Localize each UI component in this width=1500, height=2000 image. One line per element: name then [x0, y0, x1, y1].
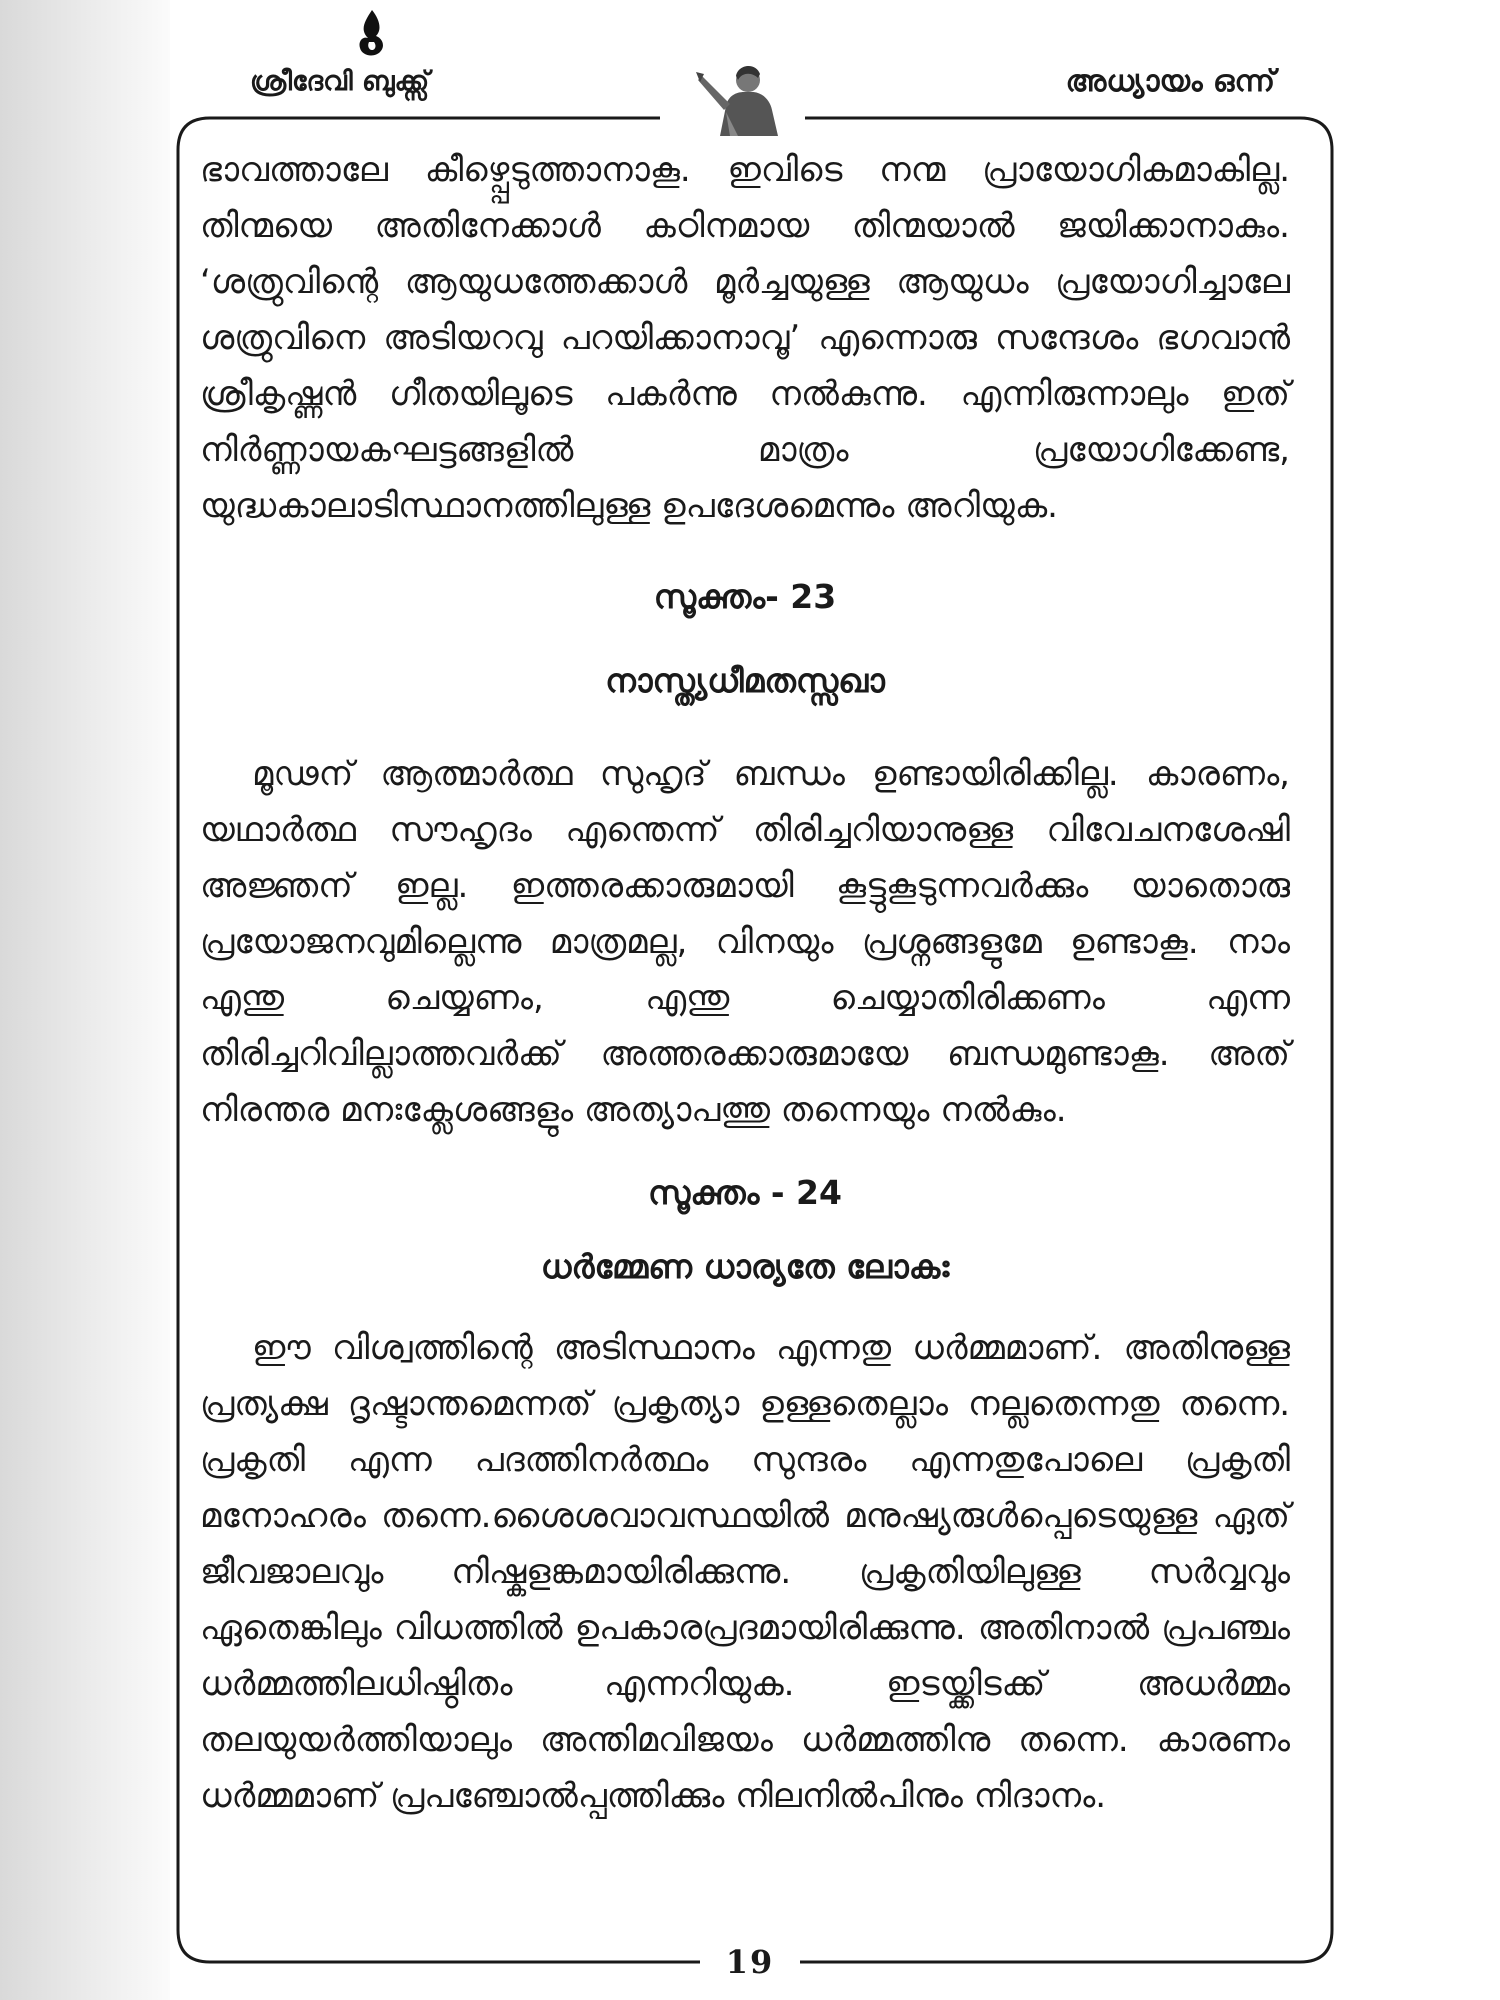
sutra-23-number: സൂക്തം- 23 [653, 577, 837, 616]
paragraph-3: ഈ വിശ്വത്തിന്റെ അടിസ്ഥാനം എന്നതു ധർമ്മമാണ്. അതിനുള്ള പ്രത്യക്ഷ ദൃഷ്ടാന്തമെന്നത് പ്രകൃത്യാ ഉള്ളതെല്ലാം നല്ലതെന്നതു തന്നെ. പ്രകൃതി എന്ന പദത്തിനർത്ഥം സുന്ദരം എന്നതുപോലെ പ്രകൃതി മനോഹരം തന്നെ.ശൈശവാവസ്ഥയിൽ മനുഷ്യരുൾപ്പെടെയുള്ള ഏത് ജീവജാലവും നിഷ്കളങ്കമായിരിക്കുന്നു. പ്രകൃതിയിലുള്ള സർവ്വവും ഏതെങ്കിലും വിധത്തിൽ ഉപകാരപ്രദമായിരിക്കുന്നു. അതിനാൽ പ്രപഞ്ചം ധർമ്മത്തിലധിഷ്ഠിതം എന്നറിയുക. ഇടയ്ക്കിടക്ക് അധർമ്മം തലയുയർത്തിയാലും അന്തിമവിജയം ധർമ്മത്തിനു തന്നെ. കാരണം ധർമ്മമാണ് പ്രപഞ്ചോൽപ്പത്തിക്കും നിലനിൽപിനും നിദാനം. [200, 1328, 1290, 1816]
sage-figure-icon [690, 52, 800, 136]
page-content [200, 142, 1290, 1824]
page-header [0, 0, 1500, 120]
sutra-24-title: ധർമ്മേണ ധാര്യതേ ലോകഃ [540, 1247, 950, 1286]
sutra-23-title: നാസ്ത്യധീമതസ്സഖാ [605, 661, 885, 700]
paragraph-2: മൂഢന് ആത്മാർത്ഥ സുഹൃദ് ബന്ധം ഉണ്ടായിരിക്കില്ല. കാരണം, യഥാർത്ഥ സൗഹൃദം എന്തെന്ന് തിരിച്ചറിയാനുള്ള വിവേചനശേഷി അജ്ഞന് ഇല്ല. ഇത്തരക്കാരുമായി കൂട്ടുകൂടുന്നവർക്കും യാതൊരു പ്രയോജനവുമില്ലെന്നു മാത്രമല്ല, വിനയും പ്രശ്നങ്ങളുമേ ഉണ്ടാകൂ. നാം എന്തു ചെയ്യണം, എന്തു ചെയ്യാതിരിക്കണം എന്ന തിരിച്ചറിവില്ലാത്തവർക്ക് അത്തരക്കാരുമായേ ബന്ധമുണ്ടാകൂ. അത് നിരന്തര മനഃക്ലേശങ്ങളും അത്യാപത്തു തന്നെയും നൽകും. [200, 754, 1290, 1130]
page-number: 19 [725, 1943, 775, 1981]
sutra-24-number: സൂക്തം - 24 [648, 1173, 842, 1212]
lamp-flame-logo-icon [350, 8, 390, 64]
scan-edge-shadow [0, 0, 170, 2000]
publisher-name: ശ്രീദേവി ബുക്ക്സ് [250, 66, 430, 97]
paragraph-1: ഭാവത്താലേ കീഴ്പ്പെടുത്താനാകൂ. ഇവിടെ നന്മ പ്രായോഗികമാകില്ല. തിന്മയെ അതിനേക്കാൾ കഠിനമായ തിന്മയാൽ ജയിക്കാനാകും. ‘ശത്രുവിന്റെ ആയുധത്തേക്കാൾ മൂർച്ചയുള്ള ആയുധം പ്രയോഗിച്ചാലേ ശത്രുവിനെ അടിയറവു പറയിക്കാനാവൂ’ എന്നൊരു സന്ദേശം ഭഗവാൻ ശ്രീകൃഷ്ണൻ ഗീതയിലൂടെ പകർന്നു നൽകുന്നു. എന്നിരുന്നാലും ഇത് നിർണ്ണായകഘട്ടങ്ങളിൽ മാത്രം പ്രയോഗിക്കേണ്ട, യുദ്ധകാലാടിസ്ഥാനത്തിലുള്ള ഉപദേശമെന്നും അറിയുക. [200, 150, 1290, 526]
chapter-title: അധ്യായം ഒന്ന് [1065, 64, 1275, 99]
